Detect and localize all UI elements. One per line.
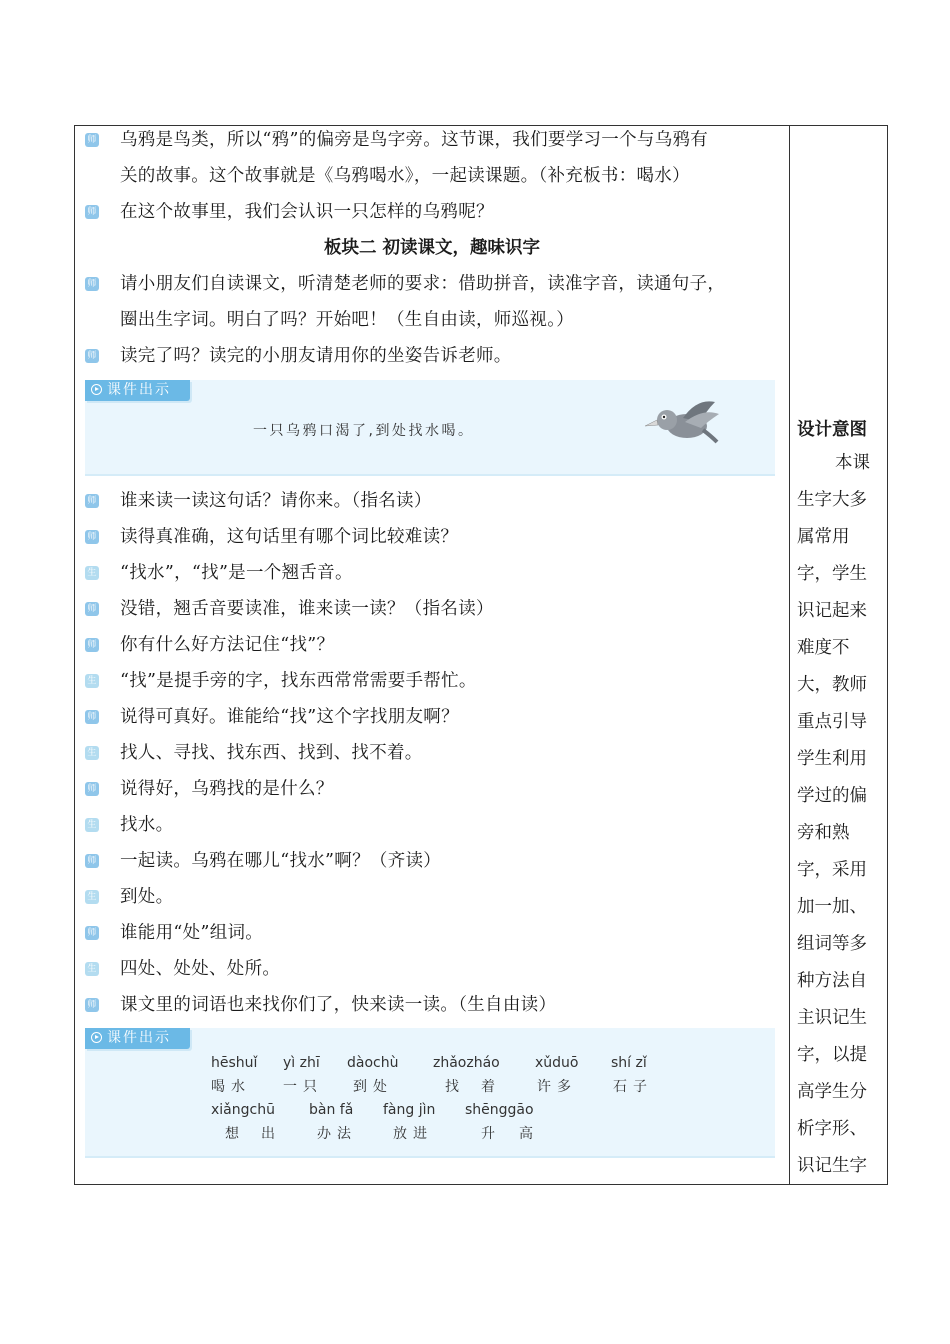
play-icon [91,384,102,395]
design-intent-line: 难度不 [797,638,850,658]
teacher-mark-icon: 师 [85,998,99,1012]
word-pinyin: fàng jìn [383,1102,436,1118]
teacher-mark-icon: 师 [85,133,99,147]
teacher-mark-icon: 师 [85,782,99,796]
design-intent-line: 属常用 [797,527,850,547]
play-icon [91,1032,102,1043]
design-intent-line: 识记起来 [797,601,867,621]
design-intent-line: 识记生字 [797,1156,867,1176]
word-hanzi: 找着 [445,1079,517,1095]
design-intent-line: 高学生分 [797,1082,867,1102]
section-heading: 板块二 初读课文，趣味识字 [323,238,541,258]
design-intent-line: 学过的偏 [797,786,867,806]
word-hanzi: 到处 [353,1079,393,1095]
teacher-mark-icon: 师 [85,926,99,940]
word-hanzi: 升高 [481,1126,557,1142]
student-mark-icon: 生 [85,674,99,688]
word-hanzi: 喝水 [211,1079,251,1095]
word-pinyin: xǔduō [535,1055,579,1071]
teacher-mark-icon: 师 [85,530,99,544]
student-mark-icon: 生 [85,818,99,832]
word-hanzi: 办法 [317,1126,357,1142]
design-intent-line: 旁和熟 [797,823,850,843]
teacher-mark-icon: 师 [85,205,99,219]
word-pinyin: yì zhī [283,1055,320,1071]
design-intent-line: 字，以提 [797,1045,867,1065]
teacher-mark-icon: 师 [85,494,99,508]
design-intent-line: 析字形、 [797,1119,867,1139]
courseware-sentence: 一只乌鸦口渴了,到处找水喝。 [253,423,475,439]
dialogue-line: 圈出生字词。明白了吗？开始吧！（生自由读，师巡视。） [120,310,575,330]
design-intent-line: 学生利用 [797,749,867,769]
word-hanzi: 放进 [393,1126,433,1142]
teacher-mark-icon: 师 [85,602,99,616]
column-divider [789,126,790,1184]
courseware-panel [85,380,775,476]
design-intent-line: 种方法自 [797,971,867,991]
word-pinyin: bàn fǎ [309,1102,354,1118]
student-mark-icon: 生 [85,962,99,976]
word-pinyin: hēshuǐ [211,1055,258,1071]
word-pinyin: shēnggāo [465,1102,534,1118]
word-hanzi: 想出 [225,1126,297,1142]
teacher-mark-icon: 师 [85,277,99,291]
design-intent-title: 设计意图 [797,420,867,440]
design-intent-line: 本课 [835,453,870,473]
word-hanzi: 许多 [537,1079,577,1095]
design-intent-line: 重点引导 [797,712,867,732]
dialogue-line: 关的故事。这个故事就是《乌鸦喝水》，一起读课题。（补充板书：喝水） [120,166,690,186]
design-intent-line: 组词等多 [797,934,867,954]
teacher-mark-icon: 师 [85,638,99,652]
word-hanzi: 一只 [283,1079,323,1095]
lesson-table: 师 乌鸦是鸟类，所以“鸦”的偏旁是鸟字旁。这节课，我们要学习一个与乌鸦有 关的故事。这个故事就是《乌鸦喝水》，一起读课题。（补充板书：喝水） 师 在这个故事里，我们会认识一只怎样的乌鸦呢？ 板块二 初读课文，趣味识字 师 请小朋友们自读课文，听清楚老师的要求：借助拼音，读准字音，读通句子， 圈出生字词。明白了吗？开始吧！（生自由读，师巡视。） 师 读完了吗？读完的小朋友请用你的坐姿告诉老师。 课件出示 一只乌鸦口渴了,到处找水喝。 师 谁来读一读这句话？请你来。（指名读） 师 读得真准确，这句话里有哪个词比较难读？ 生 “找水”，“找”是一个翘舌音。 师 没错，翘舌音要读准，谁来读一读？（指名读） 师 你有什么好方法记住“找”？ 生 “找”是提手旁的字，找东西常常需要手帮忙。 师 说得可真好。谁能给“找”这个字找朋友啊？ 生 找人、寻找、找东西、找到、找不着。 师 说得好，乌鸦找的是什么？ 生 找水。 师 一起读。乌鸦在哪儿“找水”啊？（齐读） 生 到处。 师 谁能用“处”组词。 生 四处、处处、处所。 师 课文里的词语也来找你们了，快来读一读。（生自由读） 课件出示 hēshuǐ 喝水 yì zhī 一只 dàochù 到处 zhǎozháo 找着 xǔduō 许多 shí zǐ 石子 xiǎngchū 想出 bàn fǎ 办法 fàng jìn 放进 shēnggāo 升高 设计意图 本课 生字大多 属常用 字，学生 识记起来 难度不 大，教师 重点引导 学生利用 学过的偏 旁和熟 字，采用 加一加、 组词等多 种方法自 主识记生 字，以提 高学生分 析字形、 识记生字 [74,125,888,1185]
design-intent-line: 字，采用 [797,860,867,880]
design-intent-line: 主识记生 [797,1008,867,1028]
student-mark-icon: 生 [85,746,99,760]
word-pinyin: xiǎngchū [211,1102,275,1118]
teacher-mark-icon: 师 [85,854,99,868]
design-intent-line: 生字大多 [797,490,867,510]
word-hanzi: 石子 [613,1079,653,1095]
courseware-tag: 课件出示 [85,380,190,401]
design-intent-line: 大，教师 [797,675,867,695]
word-pinyin: zhǎozháo [433,1055,500,1071]
teacher-mark-icon: 师 [85,710,99,724]
crow-icon [645,396,725,446]
student-mark-icon: 生 [85,566,99,580]
word-pinyin: shí zǐ [611,1055,647,1071]
courseware-panel [85,1028,775,1158]
teacher-mark-icon: 师 [85,349,99,363]
design-intent-line: 加一加、 [797,897,867,917]
word-pinyin: dàochù [347,1055,399,1071]
courseware-tag: 课件出示 [85,1028,190,1049]
student-mark-icon: 生 [85,890,99,904]
design-intent-line: 字，学生 [797,564,867,584]
